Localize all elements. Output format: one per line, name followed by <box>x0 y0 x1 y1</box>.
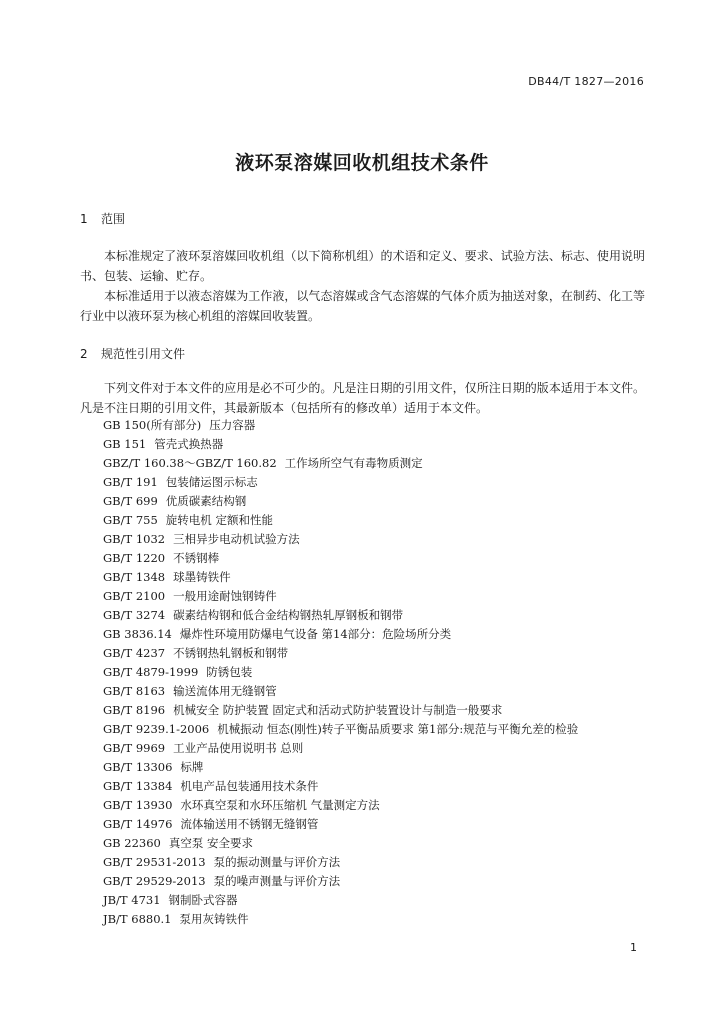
reference-item <box>103 454 663 473</box>
reference-title: 管壳式换热器 <box>154 437 224 451</box>
reference-code: GB/T 699 <box>103 494 158 508</box>
reference-title: 爆炸性环境用防爆电气设备 第14部分：危险场所分类 <box>179 627 452 641</box>
standard-code: DB44/T 1827—2016 <box>528 75 644 88</box>
section-title: 范围 <box>101 212 126 226</box>
section-number: 1 <box>80 212 88 226</box>
reference-code: GB/T 9239.1-2006 <box>103 722 210 736</box>
reference-code: GB/T 14976 <box>103 817 173 831</box>
reference-code: GB/T 4879-1999 <box>103 665 199 679</box>
reference-title: 泵的噪声测量与评价方法 <box>213 874 341 888</box>
reference-item <box>103 815 663 834</box>
reference-item <box>103 511 663 530</box>
reference-title: 优质碳素结构钢 <box>165 494 247 508</box>
reference-title: 泵用灰铸铁件 <box>179 912 249 926</box>
reference-title: 流体输送用不锈钢无缝钢管 <box>180 817 319 831</box>
reference-title: 包装储运图示标志 <box>165 475 258 489</box>
reference-item <box>103 758 663 777</box>
reference-item <box>103 587 663 606</box>
reference-code: GB/T 29531-2013 <box>103 855 206 869</box>
reference-item <box>103 568 663 587</box>
scope-paragraph-2: 本标准适用于以液态溶媒为工作液，以气态溶媒或含气态溶媒的气体介质为抽送对象，在制药、化工等行业中以液环泵为核心机组的溶媒回收装置。 <box>80 289 645 323</box>
reference-title: 标牌 <box>180 760 204 774</box>
reference-code: GB 3836.14 <box>103 627 172 641</box>
reference-item <box>103 549 663 568</box>
reference-code: GB/T 29529-2013 <box>103 874 206 888</box>
reference-code: GB/T 2100 <box>103 589 166 603</box>
reference-code: GB/T 13384 <box>103 779 173 793</box>
reference-item <box>103 530 663 549</box>
reference-item <box>103 853 663 872</box>
reference-title: 泵的振动测量与评价方法 <box>213 855 341 869</box>
reference-code: JB/T 4731 <box>103 893 161 907</box>
reference-code: GB 150(所有部分) <box>103 418 202 432</box>
reference-title: 工业产品使用说明书 总则 <box>173 741 304 755</box>
reference-code: GB/T 8196 <box>103 703 166 717</box>
reference-code: GB/T 1348 <box>103 570 166 584</box>
reference-code: GB/T 3274 <box>103 608 166 622</box>
reference-code: GB/T 191 <box>103 475 158 489</box>
reference-code: GB/T 755 <box>103 513 158 527</box>
reference-title: 机械安全 防护装置 固定式和活动式防护装置设计与制造一般要求 <box>173 703 503 717</box>
reference-title: 防锈包装 <box>206 665 253 679</box>
reference-title: 机械振动 恒态(刚性)转子平衡品质要求 第1部分:规范与平衡允差的检验 <box>217 722 579 736</box>
reference-code: GB 22360 <box>103 836 161 850</box>
reference-list <box>103 416 663 929</box>
reference-code: GB/T 9969 <box>103 741 166 755</box>
document-title: 液环泵溶媒回收机组技术条件 <box>235 152 489 174</box>
reference-title: 钢制卧式容器 <box>168 893 238 907</box>
reference-item <box>103 720 663 739</box>
reference-item <box>103 492 663 511</box>
reference-item <box>103 473 663 492</box>
reference-item <box>103 739 663 758</box>
reference-item <box>103 777 663 796</box>
reference-item <box>103 606 663 625</box>
reference-code: GB/T 1220 <box>103 551 166 565</box>
reference-code: GB 151 <box>103 437 147 451</box>
reference-item <box>103 644 663 663</box>
reference-title: 水环真空泵和水环压缩机 气量测定方法 <box>180 798 380 812</box>
reference-title: 压力容器 <box>209 418 256 432</box>
reference-title: 球墨铸铁件 <box>173 570 231 584</box>
reference-title: 输送流体用无缝钢管 <box>173 684 277 698</box>
page-number: 1 <box>630 941 637 954</box>
reference-item <box>103 834 663 853</box>
section-heading-normative-references <box>80 345 185 362</box>
reference-item <box>103 796 663 815</box>
reference-title: 真空泵 安全要求 <box>168 836 254 850</box>
reference-code: GB/T 13306 <box>103 760 173 774</box>
reference-item <box>103 872 663 891</box>
reference-title: 三相异步电动机试验方法 <box>173 532 300 546</box>
reference-item <box>103 663 663 682</box>
reference-item <box>103 435 663 454</box>
reference-item <box>103 891 663 910</box>
section-heading-scope <box>80 210 125 227</box>
section-number: 2 <box>80 347 88 361</box>
reference-title: 碳素结构钢和低合金结构钢热轧厚钢板和钢带 <box>173 608 404 622</box>
reference-title: 工作场所空气有毒物质测定 <box>284 456 423 470</box>
references-intro-paragraph: 下列文件对于本文件的应用是必不可少的。凡是注日期的引用文件，仅所注日期的版本适用于本文件。凡是不注日期的引用文件，其最新版本（包括所有的修改单）适用于本文件。 <box>80 381 645 415</box>
reference-item <box>103 416 663 435</box>
reference-code: GB/T 4237 <box>103 646 166 660</box>
reference-title: 不锈钢棒 <box>173 551 220 565</box>
reference-code: GB/T 1032 <box>103 532 166 546</box>
reference-item <box>103 625 663 644</box>
reference-item <box>103 910 663 929</box>
reference-code: GB/T 8163 <box>103 684 166 698</box>
reference-title: 旋转电机 定额和性能 <box>165 513 273 527</box>
scope-paragraph-1: 本标准规定了液环泵溶媒回收机组（以下简称机组）的术语和定义、要求、试验方法、标志、使用说明书、包装、运输、贮存。 <box>80 249 645 283</box>
reference-item <box>103 682 663 701</box>
reference-title: 一般用途耐蚀钢铸件 <box>173 589 277 603</box>
reference-title: 不锈钢热轧钢板和钢带 <box>173 646 289 660</box>
reference-item <box>103 701 663 720</box>
section-title: 规范性引用文件 <box>101 347 186 361</box>
reference-code: GBZ/T 160.38～GBZ/T 160.82 <box>103 456 277 470</box>
reference-title: 机电产品包装通用技术条件 <box>180 779 319 793</box>
reference-code: JB/T 6880.1 <box>103 912 172 926</box>
reference-code: GB/T 13930 <box>103 798 173 812</box>
